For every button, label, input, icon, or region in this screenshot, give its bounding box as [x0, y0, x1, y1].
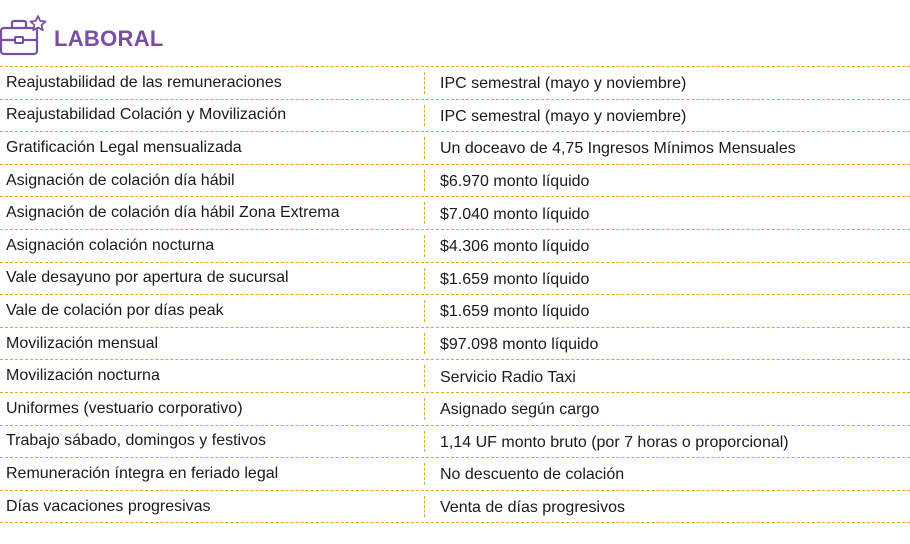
benefits-table — [0, 66, 910, 523]
row-value: $6.970 monto líquido — [440, 173, 590, 191]
row-label: Vale de colación por días peak — [6, 301, 224, 319]
row-value: Servicio Radio Taxi — [440, 368, 576, 386]
row-label: Asignación colación nocturna — [6, 236, 215, 254]
table-row — [0, 100, 910, 133]
table-row — [0, 491, 910, 524]
table-row — [0, 67, 910, 100]
row-value: IPC semestral (mayo y noviembre) — [440, 107, 687, 125]
section-title: LABORAL — [54, 26, 164, 51]
section-header — [0, 12, 910, 62]
table-row — [0, 295, 910, 328]
table-row — [0, 393, 910, 426]
column-divider — [424, 202, 425, 224]
row-label: Días vacaciones progresivas — [6, 497, 211, 515]
row-value: Asignado según cargo — [440, 401, 600, 419]
row-value: $1.659 monto líquido — [440, 270, 590, 288]
column-divider — [424, 235, 425, 257]
table-row — [0, 426, 910, 459]
row-label: Reajustabilidad de las remuneraciones — [6, 73, 282, 91]
column-divider — [424, 496, 425, 518]
row-value: Un doceavo de 4,75 Ingresos Mínimos Mensuales — [440, 140, 796, 158]
column-divider — [424, 72, 425, 94]
row-value: $7.040 monto líquido — [440, 205, 590, 223]
row-label: Gratificación Legal mensualizada — [6, 138, 242, 156]
row-value: $1.659 monto líquido — [440, 303, 590, 321]
column-divider — [424, 300, 425, 322]
row-label: Uniformes (vestuario corporativo) — [6, 399, 243, 417]
briefcase-star-icon — [0, 14, 48, 58]
row-label: Asignación de colación día hábil — [6, 171, 235, 189]
row-value: $4.306 monto líquido — [440, 238, 590, 256]
row-value: No descuento de colación — [440, 466, 625, 484]
row-label: Movilización mensual — [6, 334, 159, 352]
column-divider — [424, 365, 425, 387]
column-divider — [424, 398, 425, 420]
table-row — [0, 132, 910, 165]
column-divider — [424, 137, 425, 159]
table-row — [0, 165, 910, 198]
row-label: Reajustabilidad Colación y Movilización — [6, 106, 287, 124]
row-label: Movilización nocturna — [6, 367, 160, 385]
row-label: Remuneración íntegra en feriado legal — [6, 464, 279, 482]
column-divider — [424, 170, 425, 192]
row-value: IPC semestral (mayo y noviembre) — [440, 75, 687, 93]
table-row — [0, 263, 910, 296]
table-row — [0, 360, 910, 393]
row-value: 1,14 UF monto bruto (por 7 horas o proporcional) — [440, 433, 789, 451]
column-divider — [424, 105, 425, 127]
column-divider — [424, 333, 425, 355]
row-label: Trabajo sábado, domingos y festivos — [6, 432, 266, 450]
column-divider — [424, 463, 425, 485]
row-label: Vale desayuno por apertura de sucursal — [6, 269, 289, 287]
table-row — [0, 458, 910, 491]
row-label: Asignación de colación día hábil Zona Extrema — [6, 204, 340, 222]
table-row — [0, 230, 910, 263]
table-row — [0, 328, 910, 361]
row-value: Venta de días progresivos — [440, 499, 626, 517]
column-divider — [424, 268, 425, 290]
table-row — [0, 197, 910, 230]
row-value: $97.098 monto líquido — [440, 336, 599, 354]
column-divider — [424, 431, 425, 453]
